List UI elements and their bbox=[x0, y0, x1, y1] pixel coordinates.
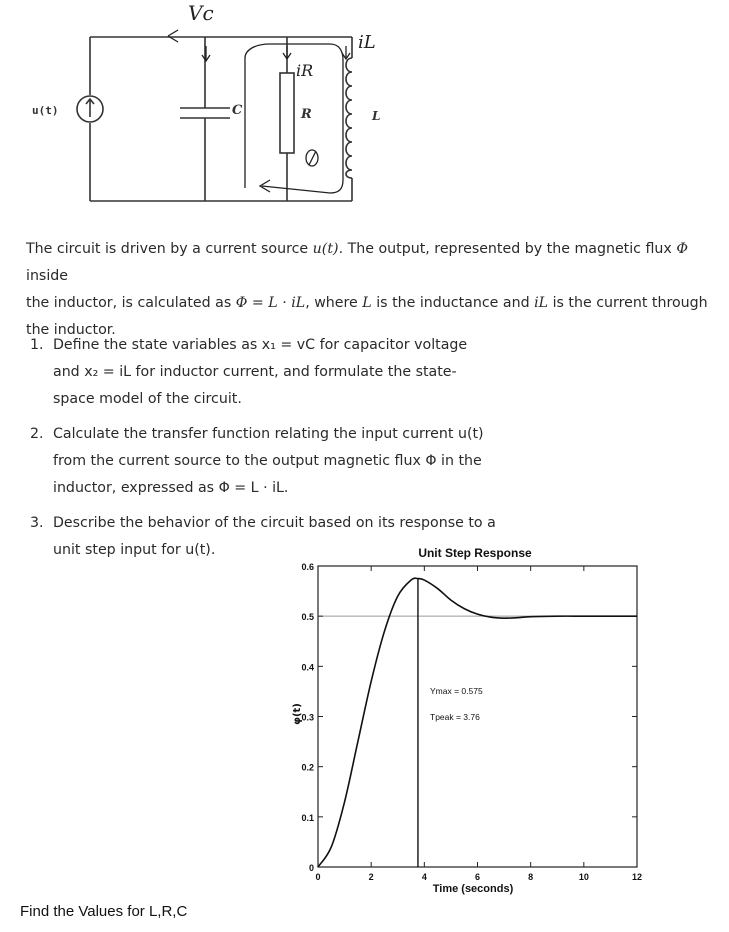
x-tick-label: 12 bbox=[631, 872, 643, 882]
y-tick-label: 0.1 bbox=[301, 812, 314, 823]
question-2 bbox=[30, 421, 500, 502]
chart-title: Unit Step Response bbox=[418, 546, 532, 560]
question-line: unit step input for u(t). bbox=[53, 542, 216, 558]
x-tick-label: 10 bbox=[578, 872, 589, 882]
question-line: Describe the behavior of the circuit based on its response to a bbox=[53, 515, 496, 531]
inductor-coil bbox=[346, 58, 352, 178]
y-tick-label: 0 bbox=[308, 863, 314, 873]
y-tick-label: 0.6 bbox=[301, 562, 314, 572]
x-axis-label: Time (seconds) bbox=[432, 883, 514, 895]
intro-paragraph bbox=[26, 236, 726, 344]
hand-arrow-ir bbox=[283, 46, 291, 59]
question-line: Define the state variables as x₁ = vC for capacitor voltage bbox=[53, 337, 468, 353]
hand-vc: Vc bbox=[188, 1, 214, 25]
question-line: space model of the circuit. bbox=[53, 391, 242, 407]
hand-il: iL bbox=[358, 32, 376, 53]
math-iL: iL bbox=[534, 295, 549, 311]
chart-annotation: Tpeak = 3.76 bbox=[430, 712, 480, 722]
res-label: R bbox=[301, 107, 312, 122]
resistor-body bbox=[280, 73, 294, 153]
math-u: u(t) bbox=[312, 241, 339, 257]
math-phi: Φ bbox=[676, 241, 688, 257]
x-tick-label: 6 bbox=[474, 872, 481, 882]
hand-arrow-cap bbox=[202, 46, 210, 61]
question-number: 3. bbox=[30, 515, 44, 531]
y-tick-label: 0.5 bbox=[301, 612, 314, 623]
chart-annotation: Ymax = 0.575 bbox=[430, 686, 483, 696]
x-tick-label: 0 bbox=[315, 872, 321, 882]
y-axis-label: φ(t) bbox=[292, 703, 303, 725]
intro-line-3: the inductor. bbox=[26, 322, 116, 338]
y-tick-label: 0.3 bbox=[301, 712, 314, 723]
intro-line-2: the inductor, is calculated as Φ = L · iL, where L is the inductance and iL is the current through bbox=[26, 295, 708, 311]
y-tick-label: 0.2 bbox=[301, 762, 314, 773]
cap-label: C bbox=[232, 103, 243, 118]
circuit-diagram bbox=[0, 0, 729, 215]
intro-line-1: The circuit is driven by a current source u(t). The output, represented by the magnetic flux Φ inside bbox=[26, 241, 688, 284]
question-line: Calculate the transfer function relating the input current u(t) bbox=[53, 426, 484, 442]
question-line: inductor, expressed as Φ = L · iL. bbox=[53, 480, 289, 496]
step-response-line bbox=[318, 578, 637, 867]
hand-ir: iR bbox=[296, 61, 314, 80]
x-tick-label: 8 bbox=[528, 872, 534, 882]
source-arrow bbox=[86, 99, 94, 117]
y-tick-label: 0.4 bbox=[301, 662, 314, 673]
x-tick-label: 2 bbox=[368, 872, 374, 882]
footer-prompt: Find the Values for L,R,C bbox=[20, 903, 188, 920]
math-L: L bbox=[362, 295, 372, 311]
question-number: 2. bbox=[30, 426, 44, 442]
step-response-chart bbox=[270, 536, 650, 901]
ind-label: L bbox=[372, 109, 381, 123]
question-number: 1. bbox=[30, 337, 44, 353]
question-1 bbox=[30, 332, 500, 413]
source-label: u(t) bbox=[32, 104, 59, 117]
question-line: and x₂ = iL for inductor current, and formulate the state- bbox=[53, 364, 457, 380]
x-tick-label: 4 bbox=[421, 872, 427, 882]
question-line: from the current source to the output magnetic flux Φ in the bbox=[53, 453, 482, 469]
hand-arrow-top bbox=[168, 30, 178, 42]
math-eq: Φ = L · iL bbox=[235, 295, 306, 311]
